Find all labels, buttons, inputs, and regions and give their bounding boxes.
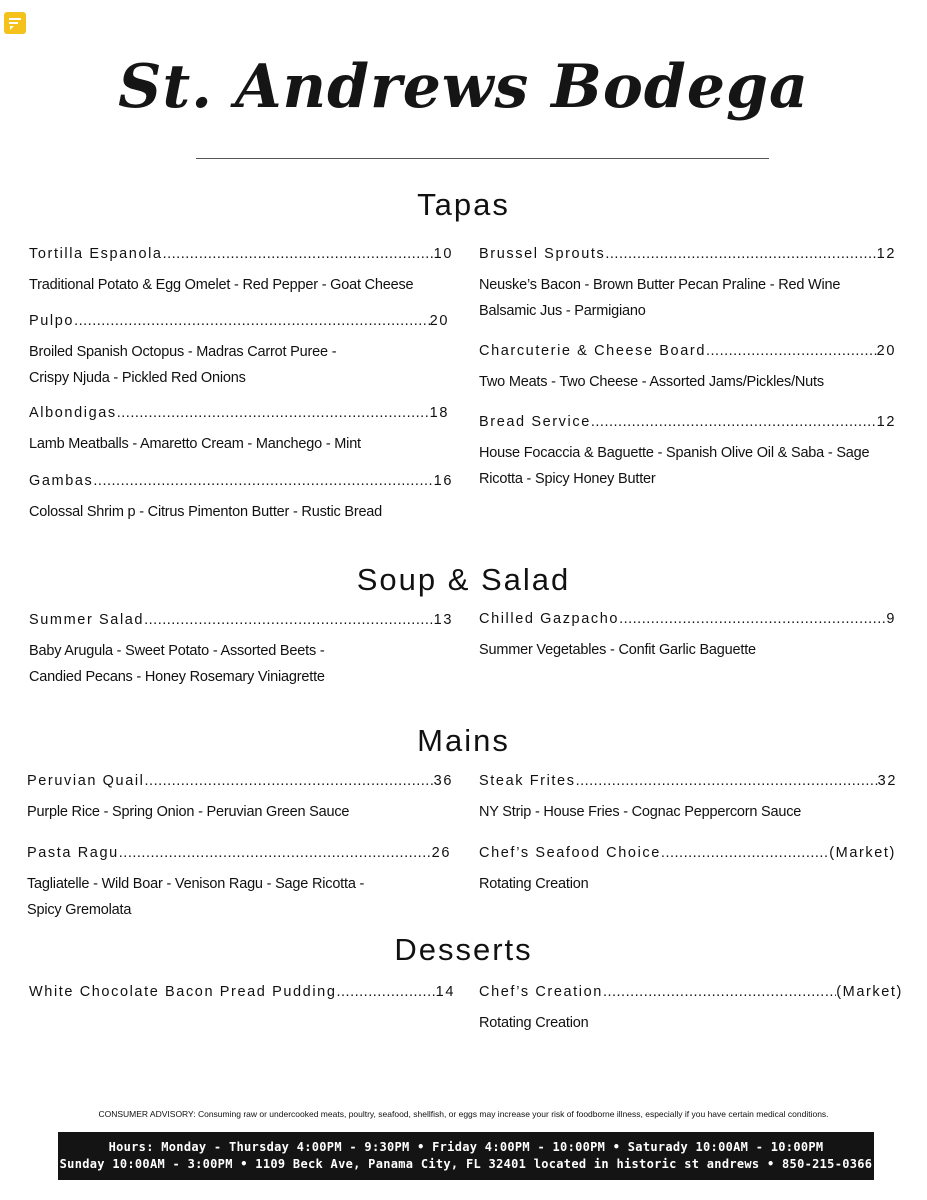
item-price: 10 (433, 246, 453, 262)
section-title-tapas: Tapas (417, 187, 510, 222)
item-description: Candied Pecans - Honey Rosemary Viniagrette (29, 669, 325, 685)
item-description: Purple Rice - Spring Onion - Peruvian Green Sauce (27, 804, 350, 820)
item-name: Bread Service (479, 414, 591, 430)
menu-item (27, 773, 453, 825)
item-price: 20 (429, 313, 449, 329)
footer-hours-line: Hours: Monday - Thursday 4:00PM - 9:30PM • Friday 4:00PM - 10:00PM • Saturady 10:00AM - 10:00PM (108, 1140, 824, 1154)
menu-item (29, 405, 449, 457)
item-name: Charcuterie & Cheese Board (479, 343, 706, 359)
item-price: 13 (433, 612, 453, 628)
item-name: Tortilla Espanola (29, 246, 163, 262)
menu-item (29, 612, 453, 690)
menu-item (479, 414, 896, 492)
section-title-desserts: Desserts (394, 932, 533, 967)
item-name: Brussel Sprouts (479, 246, 606, 262)
item-description: Rotating Creation (479, 876, 589, 892)
item-description: Spicy Gremolata (27, 902, 132, 918)
item-description: Summer Vegetables - Confit Garlic Baguette (479, 642, 756, 658)
item-name: Gambas (29, 473, 94, 489)
item-name: Chef’s Seafood Choice (479, 845, 661, 861)
item-name: Pasta Ragu (27, 845, 119, 861)
item-price: 14 (435, 984, 455, 1000)
item-description: NY Strip - House Fries - Cognac Peppercorn Sauce (479, 804, 802, 820)
item-price: 18 (429, 405, 449, 421)
item-description: Broiled Spanish Octopus - Madras Carrot Puree - (29, 344, 337, 360)
item-price: 12 (876, 246, 896, 262)
menu-item (29, 313, 449, 391)
item-name: Summer Salad (29, 612, 145, 628)
section-title-mains: Mains (417, 723, 510, 758)
item-description: Neuske’s Bacon - Brown Butter Pecan Praline - Red Wine (479, 277, 841, 293)
title-divider (196, 158, 769, 159)
restaurant-logo-title: St. Andrews Bodega (118, 52, 809, 122)
hours-location-footer (58, 1132, 874, 1180)
item-price: 26 (431, 845, 451, 861)
menu-item (479, 611, 896, 663)
consumer-advisory: CONSUMER ADVISORY: Consuming raw or undercooked meats, poultry, seafood, shellfish, or eggs may increase your risk of foodborne illness, especially if you have certain medical conditions. (98, 1109, 829, 1119)
item-price: 9 (886, 611, 896, 627)
item-name: Steak Frites (479, 773, 576, 789)
item-price: (Market) (829, 845, 896, 861)
item-description: Two Meats - Two Cheese - Assorted Jams/Pickles/Nuts (479, 374, 824, 390)
item-name: Albondigas (29, 405, 117, 421)
menu-item (27, 845, 451, 923)
menu-item (29, 246, 453, 298)
note-icon[interactable] (4, 12, 26, 34)
menu-item (479, 246, 896, 324)
menu-item (479, 984, 903, 1036)
item-name: Pulpo (29, 313, 75, 329)
item-description: Baby Arugula - Sweet Potato - Assorted Beets - (29, 643, 325, 659)
item-description: Traditional Potato & Egg Omelet - Red Pepper - Goat Cheese (29, 277, 414, 293)
item-price: 36 (433, 773, 453, 789)
item-description: Balsamic Jus - Parmigiano (479, 303, 646, 319)
item-price: 20 (876, 343, 896, 359)
item-description: Rotating Creation (479, 1015, 589, 1031)
menu-item (29, 984, 455, 1004)
item-description: Colossal Shrim p - Citrus Pimenton Butter - Rustic Bread (29, 504, 383, 520)
section-title-soup-salad: Soup & Salad (356, 562, 571, 597)
item-description: Tagliatelle - Wild Boar - Venison Ragu - Sage Ricotta - (27, 876, 365, 892)
item-name: White Chocolate Bacon Pread Pudding (29, 984, 337, 1000)
footer-address-line: Sunday 10:00AM - 3:00PM • 1109 Beck Ave, Panama City, FL 32401 located in historic st andrews • 850-215-0366 (59, 1157, 873, 1171)
item-description: House Focaccia & Baguette - Spanish Olive Oil & Saba - Sage (479, 445, 870, 461)
menu-item (479, 343, 896, 395)
item-price: 12 (876, 414, 896, 430)
item-description: Lamb Meatballs - Amaretto Cream - Manchego - Mint (29, 436, 361, 452)
item-description: Crispy Njuda - Pickled Red Onions (29, 370, 246, 386)
item-description: Ricotta - Spicy Honey Butter (479, 471, 656, 487)
item-name: Chilled Gazpacho (479, 611, 620, 627)
item-name: Chef’s Creation (479, 984, 603, 1000)
item-price: (Market) (836, 984, 903, 1000)
item-name: Peruvian Quail (27, 773, 145, 789)
item-price: 16 (433, 473, 453, 489)
menu-item (29, 473, 453, 525)
menu-item (479, 845, 896, 897)
item-price: 32 (877, 773, 897, 789)
menu-item (479, 773, 897, 825)
